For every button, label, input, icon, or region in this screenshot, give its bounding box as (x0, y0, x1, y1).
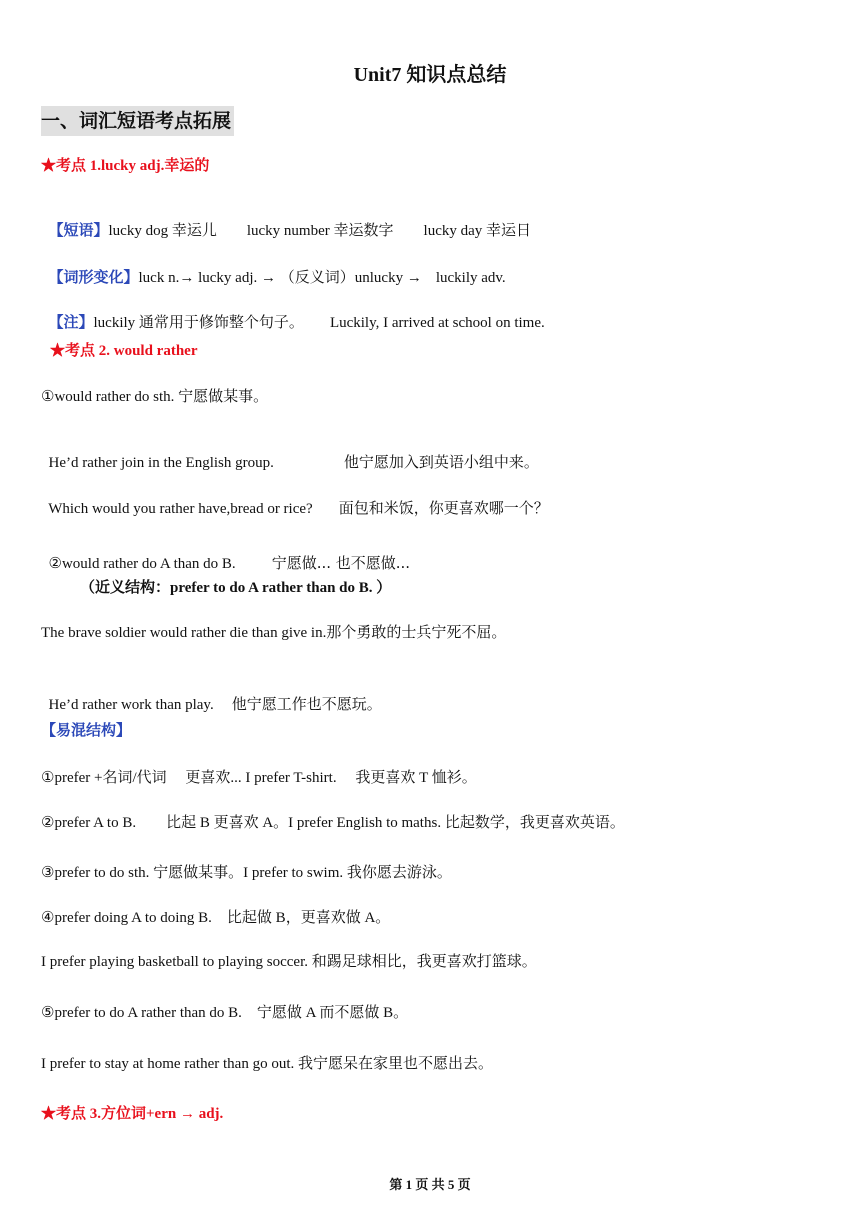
confusing-item-3: ③prefer to do sth. 宁愿做某事。I prefer to swim. 我你愿去游泳。 (41, 865, 452, 881)
note-line (41, 292, 545, 333)
example1-zh: 他宁愿加入到英语小组中来。 (343, 453, 539, 471)
phrase-2-zh: 幸运数字 (333, 221, 394, 239)
phrase-2-en: lucky number (246, 223, 330, 239)
confusing-example-4: I prefer playing basketball to playing soccer. 和踢足球相比，我更喜欢打篮球。 (41, 954, 537, 970)
note-text: luckily 通常用于修饰整个句子。 (93, 315, 304, 331)
confusing-item-1: ①prefer +名词/代词 更喜欢... I prefer T-shirt. 我更喜欢 T 恤衫。 (41, 770, 477, 786)
note-tag: 【注】 (48, 313, 94, 331)
page-title: Unit7 知识点总结 (353, 64, 507, 86)
wordform-line (41, 247, 506, 288)
confusing-item-2: ②prefer A to B. 比起 B 更喜欢 A。I prefer English to maths. 比起数学，我更喜欢英语。 (41, 815, 625, 831)
example4-line (41, 674, 382, 715)
confusing-tag: 【易混结构】 (41, 721, 132, 739)
phrase-1-en: lucky dog (108, 223, 169, 239)
example2-en: Which would you rather have,bread or rice? (48, 501, 313, 517)
confusing-item-4: ④prefer doing A to doing B. 比起做 B，更喜欢做 A。 (41, 910, 391, 926)
point3-heading: ★考点 3.方位词+ern → adj. (41, 1106, 224, 1122)
usage1-line: ①would rather do sth. 宁愿做某事。 (41, 389, 269, 405)
page-footer: 第 1 页 共 5 页 (389, 1177, 471, 1192)
phrase-1-zh: 幸运儿 (171, 221, 217, 239)
section-heading: 一、词汇短语考点拓展 (41, 106, 234, 136)
point2-heading: ★考点 2. would rather (50, 343, 198, 359)
example1-en: He’d rather join in the English group. (48, 455, 274, 471)
similar-structure: （近义结构：prefer to do A rather than do B. ） (80, 580, 392, 596)
wordform-tag: 【词形变化】 (48, 268, 139, 286)
example2-line (41, 478, 549, 519)
phrase-line (41, 200, 531, 241)
example1-line (41, 432, 539, 473)
example4-en: He’d rather work than play. (48, 697, 214, 713)
phrase-3-en: lucky day (423, 223, 483, 239)
note-example: Luckily, I arrived at school on time. (329, 315, 545, 331)
example4-zh: 他宁愿工作也不愿玩。 (231, 695, 382, 713)
confusing-example-5: I prefer to stay at home rather than go out. 我宁愿呆在家里也不愿出去。 (41, 1056, 493, 1072)
confusing-item-5: ⑤prefer to do A rather than do B. 宁愿做 A 而不愿做 B。 (41, 1005, 409, 1021)
usage2-en: ②would rather do A than do B. (48, 556, 236, 572)
wordform-text: luck n.→ lucky adj. → （反义词）unlucky → (138, 270, 422, 286)
phrase-3-zh: 幸运日 (486, 221, 532, 239)
example3-line: The brave soldier would rather die than give in.那个勇敢的士兵宁死不屈。 (41, 625, 507, 641)
phrase-tag: 【短语】 (48, 221, 109, 239)
point1-heading: ★考点 1.lucky adj.幸运的 (41, 158, 210, 174)
usage2-line (41, 533, 410, 574)
wordform-end: luckily adv. (435, 270, 506, 286)
example2-zh: 面包和米饭，你更喜欢哪一个？ (338, 499, 549, 517)
usage2-zh: 宁愿做... 也不愿做... (271, 554, 411, 572)
